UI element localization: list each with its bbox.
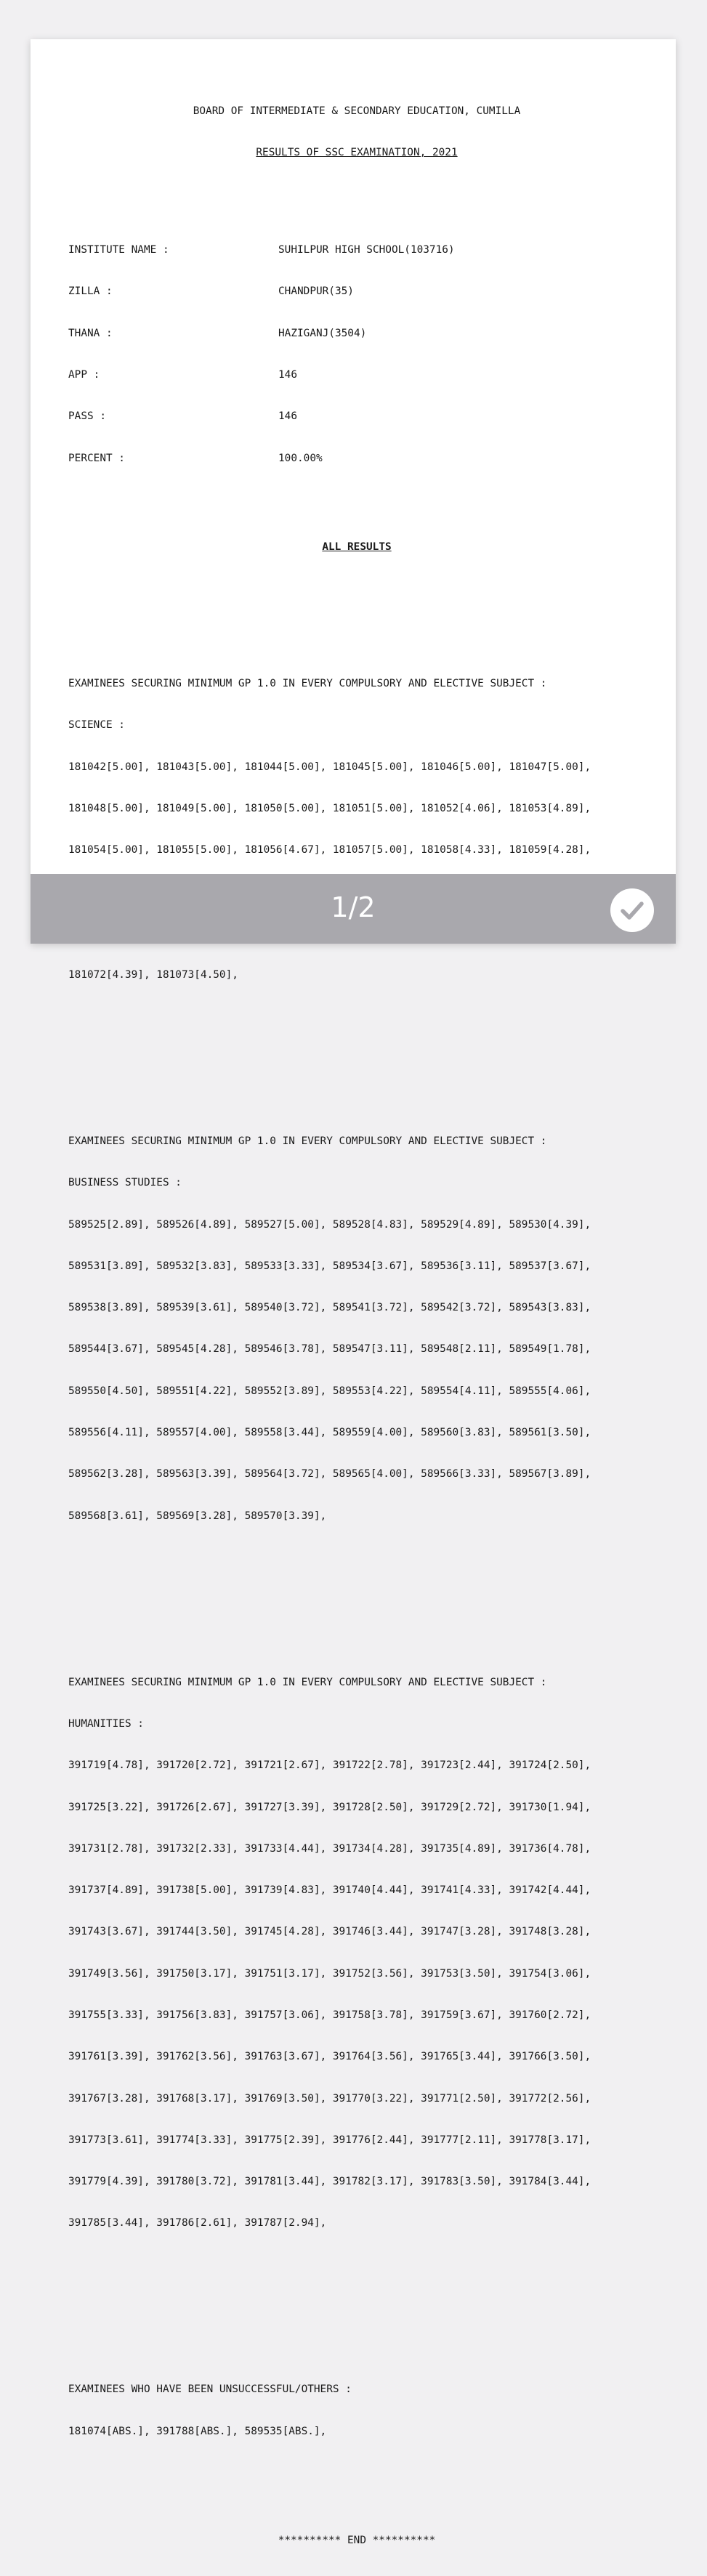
info-zilla xyxy=(68,285,650,299)
section-science xyxy=(68,649,650,1010)
info-label: PASS : xyxy=(68,410,106,423)
exam-title: RESULTS OF SSC EXAMINATION, 2021 xyxy=(256,147,458,159)
info-institute xyxy=(68,243,650,257)
result-line: 391743[3.67], 391744[3.50], 391745[4.28], 391746[3.44], 391747[3.28], 391748[3.28], xyxy=(68,1926,591,1938)
info-value: 100.00% xyxy=(278,452,323,464)
section-heading: EXAMINEES WHO HAVE BEEN UNSUCCESSFUL/OTHERS : xyxy=(68,2383,352,2396)
result-line: 589525[2.89], 589526[4.89], 589527[5.00], 589528[4.83], 589529[4.89], 589530[4.39], xyxy=(68,1218,591,1231)
confirm-button[interactable] xyxy=(610,888,654,932)
result-line: 391773[3.61], 391774[3.33], 391775[2.39], 391776[2.44], 391777[2.11], 391778[3.17], xyxy=(68,2134,591,2146)
document-page xyxy=(31,39,676,2547)
section-humanities xyxy=(68,1648,650,2259)
result-line: 589550[4.50], 589551[4.22], 589552[3.89], 589553[4.22], 589554[4.11], 589555[4.06], xyxy=(68,1385,591,1397)
section-heading: EXAMINEES SECURING MINIMUM GP 1.0 IN EVERY COMPULSORY AND ELECTIVE SUBJECT : xyxy=(68,677,547,689)
info-label: INSTITUTE NAME : xyxy=(68,244,169,256)
result-line: 391731[2.78], 391732[2.33], 391733[4.44], 391734[4.28], 391735[4.89], 391736[4.78], xyxy=(68,1842,591,1855)
section-heading: EXAMINEES SECURING MINIMUM GP 1.0 IN EVERY COMPULSORY AND ELECTIVE SUBJECT : xyxy=(68,1676,547,1688)
result-line: 589538[3.89], 589539[3.61], 589540[3.72], 589541[3.72], 589542[3.72], 589543[3.83], xyxy=(68,1302,591,1314)
result-line: 181054[5.00], 181055[5.00], 181056[4.67], 181057[5.00], 181058[4.33], 181059[4.28], xyxy=(68,844,591,856)
all-results-heading: ALL RESULTS xyxy=(322,541,392,554)
result-line: 589556[4.11], 589557[4.00], 589558[3.44], 589559[4.00], 589560[3.83], 589561[3.50], xyxy=(68,1427,591,1438)
info-value: 146 xyxy=(278,368,297,381)
info-app xyxy=(68,368,650,382)
info-value: SUHILPUR HIGH SCHOOL(103716) xyxy=(278,244,455,256)
info-label: ZILLA : xyxy=(68,285,113,298)
info-thana xyxy=(68,327,650,341)
section-business-studies xyxy=(68,1107,650,1551)
viewer-bottom-bar xyxy=(31,874,676,944)
result-line: 391719[4.78], 391720[2.72], 391721[2.67], 391722[2.78], 391723[2.44], 391724[2.50], xyxy=(68,1759,591,1772)
result-line: 181042[5.00], 181043[5.00], 181044[5.00], 181045[5.00], 181046[5.00], 181047[5.00], xyxy=(68,761,591,773)
section-heading: EXAMINEES SECURING MINIMUM GP 1.0 IN EVERY COMPULSORY AND ELECTIVE SUBJECT : xyxy=(68,1135,547,1148)
info-value: CHANDPUR(35) xyxy=(278,285,354,298)
section-group: HUMANITIES : xyxy=(68,1717,144,1730)
result-line: 181074[ABS.], 391788[ABS.], 589535[ABS.], xyxy=(68,2425,327,2437)
result-line: 391761[3.39], 391762[3.56], 391763[3.67], 391764[3.56], 391765[3.44], 391766[3.50], xyxy=(68,2051,591,2063)
info-value: HAZIGANJ(3504) xyxy=(278,327,367,339)
page-indicator: 1/2 xyxy=(331,891,376,923)
result-line: 391785[3.44], 391786[2.61], 391787[2.94], xyxy=(68,2217,327,2229)
result-sheet xyxy=(68,77,650,2576)
info-label: THANA : xyxy=(68,327,113,339)
info-pass xyxy=(68,410,650,424)
result-line: 589544[3.67], 589545[4.28], 589546[3.78], 589547[3.11], 589548[2.11], 589549[1.78], xyxy=(68,1343,591,1356)
info-percent xyxy=(68,452,650,466)
end-marker: ********** END ********** xyxy=(278,2535,436,2547)
result-line: 589562[3.28], 589563[3.39], 589564[3.72], 589565[4.00], 589566[3.33], 589567[3.89], xyxy=(68,1468,591,1481)
result-line: 589531[3.89], 589532[3.83], 589533[3.33], 589534[3.67], 589536[3.11], 589537[3.67], xyxy=(68,1260,591,1272)
result-line: 589568[3.61], 589569[3.28], 589570[3.39], xyxy=(68,1510,327,1522)
result-line: 391749[3.56], 391750[3.17], 391751[3.17], 391752[3.56], 391753[3.50], 391754[3.06], xyxy=(68,1967,591,1980)
result-line: 391755[3.33], 391756[3.83], 391757[3.06], 391758[3.78], 391759[3.67], 391760[2.72], xyxy=(68,2009,591,2021)
section-unsuccessful xyxy=(68,2355,650,2466)
info-label: APP : xyxy=(68,368,100,381)
result-line: 391767[3.28], 391768[3.17], 391769[3.50], 391770[3.22], 391771[2.50], 391772[2.56], xyxy=(68,2092,591,2105)
result-line: 181072[4.39], 181073[4.50], xyxy=(68,968,238,981)
section-group: SCIENCE : xyxy=(68,719,125,732)
result-line: 391725[3.22], 391726[2.67], 391727[3.39], 391728[2.50], 391729[2.72], 391730[1.94], xyxy=(68,1801,591,1813)
section-group: BUSINESS STUDIES : xyxy=(68,1177,182,1189)
result-line: 391779[4.39], 391780[3.72], 391781[3.44], 391782[3.17], 391783[3.50], 391784[3.44], xyxy=(68,2176,591,2188)
board-title: BOARD OF INTERMEDIATE & SECONDARY EDUCATION, CUMILLA xyxy=(193,105,521,118)
info-value: 146 xyxy=(278,410,297,423)
info-label: PERCENT : xyxy=(68,452,125,464)
result-line: 181048[5.00], 181049[5.00], 181050[5.00], 181051[5.00], 181052[4.06], 181053[4.89], xyxy=(68,802,591,814)
check-circle-icon xyxy=(610,888,654,932)
result-line: 391737[4.89], 391738[5.00], 391739[4.83], 391740[4.44], 391741[4.33], 391742[4.44], xyxy=(68,1884,591,1897)
